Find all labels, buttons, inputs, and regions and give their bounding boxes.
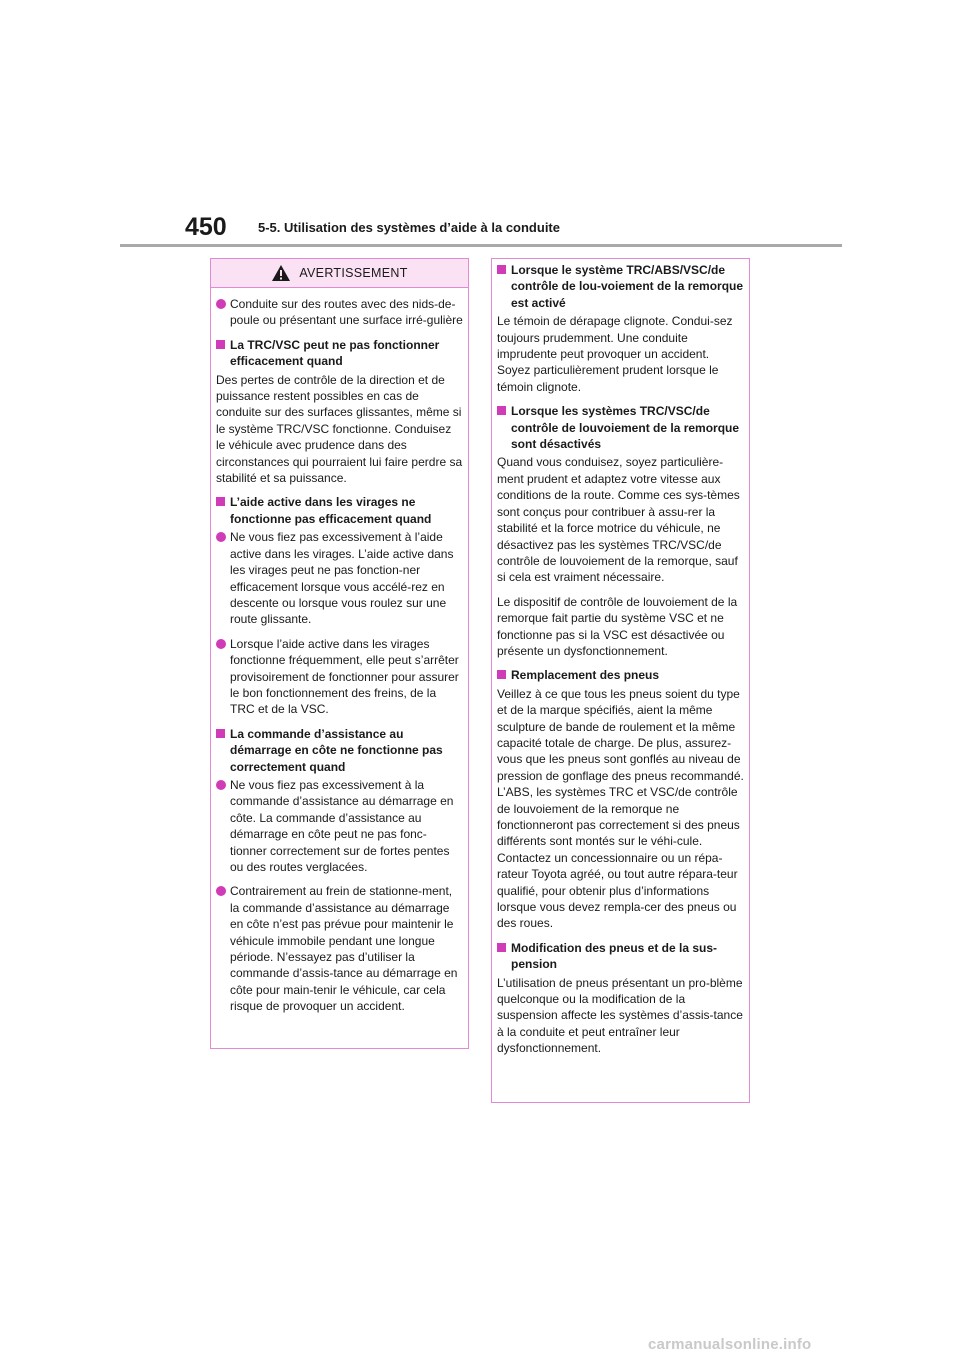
section-heading [497,667,744,683]
heading-text: L’aide active dans les virages ne fonctionne pas efficacement quand [230,495,432,526]
section-heading [216,337,463,370]
round-bullet-icon [216,780,226,790]
square-bullet-icon [497,670,506,679]
warning-header [211,259,468,288]
square-bullet-icon [216,497,225,506]
body-paragraph: Le témoin de dérapage clignote. Condui-sez toujours prudemment. Une conduite imprudente peut provoquer un accident. Soyez particulièrement prudent lorsque le témoin clignote. [497,314,733,394]
warning-title: AVERTISSEMENT [299,266,408,280]
round-bullet-icon [216,886,226,896]
heading-text: Lorsque les systèmes TRC/VSC/de contrôle de louvoiement de la remorque sont désactivés [511,404,740,452]
heading-text: Lorsque le système TRC/ABS/VSC/de contrôle de lou-voiement de la remorque est activé [511,263,744,310]
body-paragraph: Des pertes de contrôle de la direction et de puissance restent possibles en cas de conduite sur des surfaces glissantes, même si le système TRC/VSC fonctionne. Conduisez le véhicule avec prudence dans des circonstances qui pourraient lui faire perdre sa stabilité et sa puissance. [216,372,463,486]
bullet-text: Conduite sur des routes avec des nids-de-poule ou présentant une surface irré-gulière [230,297,463,328]
round-bullet-icon [216,639,226,649]
section-heading [216,494,463,527]
section-heading [497,403,744,452]
bullet-item [216,883,463,1014]
heading-text: La TRC/VSC peut ne pas fonctionner efficacement quand [230,337,440,369]
round-bullet-icon [216,299,226,309]
heading-text: Modification des pneus et de la sus-pension [511,940,718,972]
warning-box-left [210,258,469,1049]
page-number: 450 [185,213,227,241]
body-paragraph: Veillez à ce que tous les pneus soient du type et de la marque spécifiés, aient la même sculpture de bande de roulement et la même capacité totale de charge. De plus, assurez-vous que les pneus sont gonflés au niveau de pression de gonflage des pneus recommandé. L’ABS, les systèmes TRC et VSC/de contrôle de louvoiement de la remorque ne fonctionneront pas correctement si des pneus différents sont montés sur le véhi-cule. Contactez un concessionnaire ou un répa-rateur Toyota agréé, ou tout autre répara-teur qualifié, pour obtenir plus d’informations lorsque vous devez rempla-cer des pneus ou des roues. [497,686,744,931]
square-bullet-icon [497,406,506,415]
section-heading [216,726,463,775]
bullet-item [216,296,463,329]
bullet-text: Contrairement au frein de stationne-ment, la commande d’assistance au démarrage en côte n’est pas prévue pour maintenir le véhicule immobile pendant une longue période. N’essayez pas d’utiliser la commande d’assis-tance au démarrage en côte pour main-tenir le véhicule, car cela risque de provoquer un accident. [230,884,458,1014]
warning-triangle-icon [271,264,291,282]
square-bullet-icon [216,729,225,738]
warning-content-continued [492,259,749,1057]
body-paragraph: Quand vous conduisez, soyez particulière-ment prudent et adaptez votre vitesse aux conditions de la route. Comme ces sys-tèmes sont conçus pour contribuer à assu-rer la stabilité et la force motrice du véhicule, ne désactivez pas les systèmes TRC/VSC/de contrôle de louvoiement de la remorque, sauf si cela est vraiment nécessaire. [497,455,740,585]
section-title: 5-5. Utilisation des systèmes d’aide à la conduite [258,220,560,235]
bullet-item [216,636,463,718]
body-paragraph: Le dispositif de contrôle de louvoiement de la remorque fait partie du système VSC et ne fonctionne pas si la VSC est désactivée ou présente un dysfonctionnement. [497,594,738,658]
body-paragraph: L’utilisation de pneus présentant un pro-blème quelconque ou la modification de la suspension affecte les systèmes d’assis-tance à la conduite et peut entraîner leur dysfonctionnement. [497,975,743,1056]
square-bullet-icon [497,265,506,274]
bullet-text: Ne vous fiez pas excessivement à l’aide active dans les virages. L’aide active dans les virages peut ne pas fonction-ner efficacement lorsque vous accélé-rez en descente ou lorsque vous roulez sur une route glissante. [230,530,454,627]
watermark: carmanualsonline.info [648,1336,812,1353]
bullet-text: Lorsque l’aide active dans les virages fonctionne fréquemment, elle peut s’arrêter provisoirement de fonctionner pour assurer le bon fonctionnement des freins, de la TRC et de la VSC. [230,636,459,717]
bullet-text: Ne vous fiez pas excessivement à la commande d’assistance au démarrage en côte. La commande d’assistance au démarrage en côte peut ne pas fonc-tionner correctement sur de fortes pentes ou des routes verglacées. [230,777,454,874]
warning-box-right [491,258,750,1103]
heading-text: Remplacement des pneus [511,668,660,683]
warning-content [211,288,468,1015]
square-bullet-icon [497,943,506,952]
round-bullet-icon [216,532,226,542]
section-heading [497,940,744,973]
heading-text: La commande d’assistance au démarrage en côte ne fonctionne pas correctement quand [230,726,443,774]
bullet-item [216,777,463,875]
bullet-item [216,529,463,627]
square-bullet-icon [216,340,225,349]
section-heading [497,262,744,311]
header-divider [120,244,842,247]
